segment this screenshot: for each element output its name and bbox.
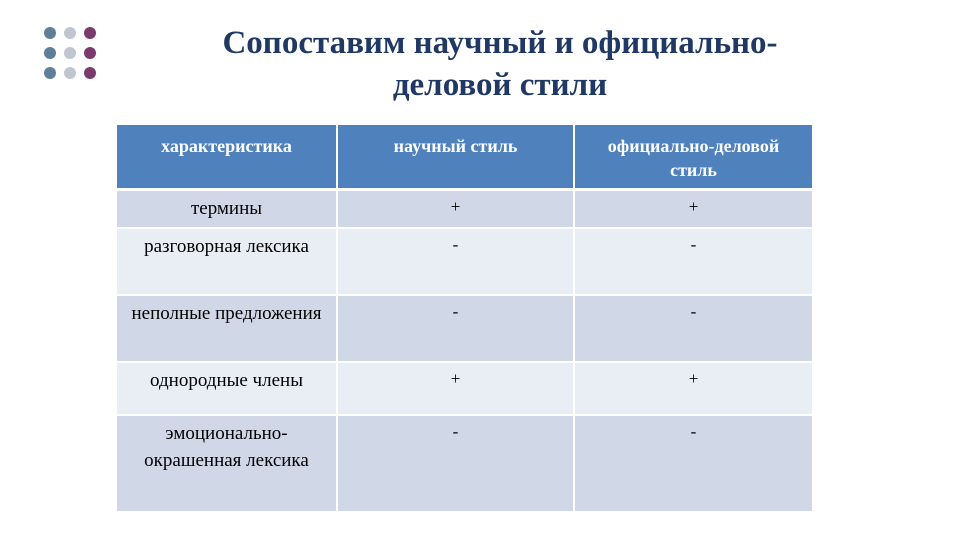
row-feature: неполные предложения xyxy=(117,295,337,362)
row-official-mark: - xyxy=(574,415,812,512)
dot-icon xyxy=(44,47,56,59)
row-official-mark: - xyxy=(574,295,812,362)
header-scientific-style: научный стиль xyxy=(337,125,574,190)
slide-title xyxy=(150,22,850,106)
dot-icon xyxy=(64,67,76,79)
table-row xyxy=(117,415,812,512)
slide-title-line-1: Сопоставим научный и официально- xyxy=(222,25,778,61)
table-row xyxy=(117,228,812,295)
dot-icon xyxy=(44,67,56,79)
row-scientific-mark: + xyxy=(337,362,574,415)
header-characteristic: характеристика xyxy=(117,125,337,190)
dot-icon xyxy=(84,67,96,79)
row-scientific-mark: + xyxy=(337,190,574,228)
row-feature: разговорная лексика xyxy=(117,228,337,295)
row-official-mark: + xyxy=(574,190,812,228)
dot-icon xyxy=(64,47,76,59)
row-scientific-mark: - xyxy=(337,228,574,295)
row-scientific-mark: - xyxy=(337,295,574,362)
slide-title-line-2: деловой стили xyxy=(392,67,608,103)
row-feature: однородные члены xyxy=(117,362,337,415)
dot-icon xyxy=(44,27,56,39)
decorative-dots xyxy=(44,27,100,81)
comparison-table xyxy=(117,125,812,513)
row-official-mark: - xyxy=(574,228,812,295)
row-scientific-mark: - xyxy=(337,415,574,512)
row-official-mark: + xyxy=(574,362,812,415)
table-row xyxy=(117,362,812,415)
table-header-row xyxy=(117,125,812,190)
header-official-style: официально-деловой стиль xyxy=(574,125,812,190)
row-feature: эмоционально-окрашенная лексика xyxy=(117,415,337,512)
dot-icon xyxy=(84,27,96,39)
dot-icon xyxy=(64,27,76,39)
dot-icon xyxy=(84,47,96,59)
table-row xyxy=(117,190,812,228)
row-feature: термины xyxy=(117,190,337,228)
table-row xyxy=(117,295,812,362)
